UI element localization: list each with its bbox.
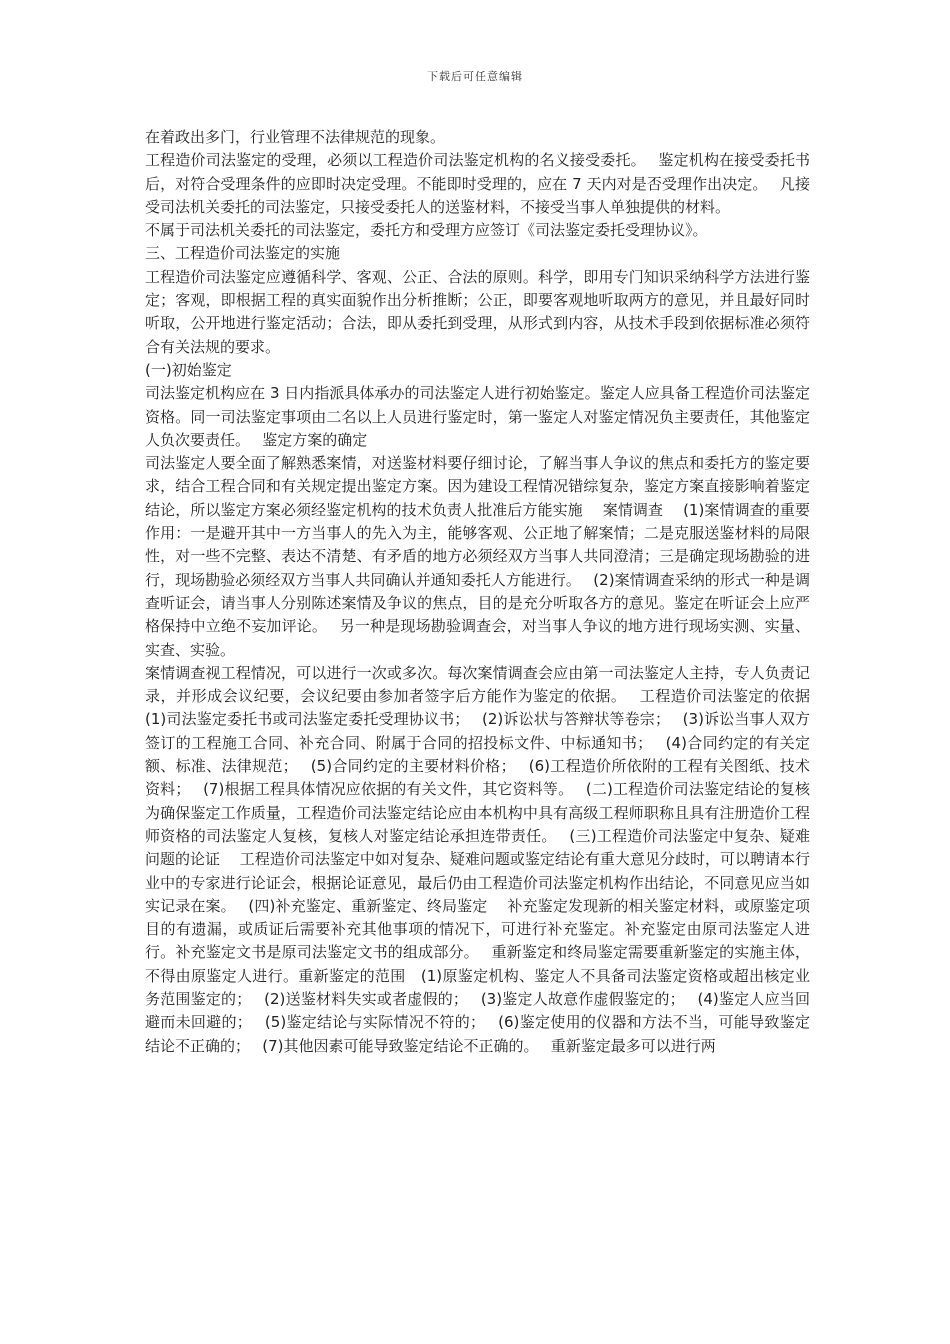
- section-heading: 三、工程造价司法鉴定的实施: [145, 244, 341, 263]
- paragraph-8: 司法鉴定人要全面了解熟悉案情，对送鉴材料要仔细讨论，了解当事人争议的焦点和委托方的鉴定要求，结合工程合同和有关规定提出鉴定方案。因为建设工程情况错综复杂，鉴定方案直接影响着鉴定结论，所以鉴定方案必须经鉴定机构的技术负责人批准后方能实施 案情调查 (1)案情调查的重要作用：一是避开其中一方当事人的先入为主，能够客观、公正地了解案情；二是克服送鉴材料的局限性，对一些不完整、表达不清楚、有矛盾的地方必须经双方当事人共同澄清；三是确定现场勘验的进行，现场勘验必须经双方当事人共同确认并通知委托人方能进行。 (2)案情调查采纳的形式一种是调查听证会，请当事人分别陈述案情及争议的焦点，目的是充分听取各方的意见。鉴定在听证会上应严格保持中立绝不妄加评论。 另一种是现场勘验调查会，对当事人争议的地方进行现场实测、实量、实查、实验。: [145, 454, 810, 659]
- page-header: 下载后可任意编辑: [427, 70, 523, 83]
- paragraph-1: 在着政出多门，行业管理不法律规范的现象。: [145, 128, 446, 146]
- document-body: [145, 126, 830, 1058]
- paragraph-3: 不属于司法机关委托的司法鉴定，委托方和受理方应签订《司法鉴定委托受理协议》。: [145, 221, 708, 240]
- paragraph-7: 司法鉴定机构应在 3 日内指派具体承办的司法鉴定人进行初始鉴定。鉴定人应具备工程造价司法鉴定资格。同一司法鉴定事项由二名以上人员进行鉴定时，第一鉴定人对鉴定情况负主要责任，其他鉴定人负次要责任。 鉴定方案的确定: [145, 384, 810, 449]
- subsection-heading: (一)初始鉴定: [145, 360, 232, 379]
- paragraph-5: 工程造价司法鉴定应遵循科学、客观、公正、合法的原则。科学，即用专门知识采纳科学方法进行鉴定；客观，即根据工程的真实面貌作出分析推断；公正，即要客观地听取两方的意见，并且最好同时听取，公开地进行鉴定活动；合法，即从委托到受理，从形式到内容，从技术手段到依据标准必须符合有关法规的要求。: [145, 267, 810, 356]
- paragraph-2: 工程造价司法鉴定的受理，必须以工程造价司法鉴定机构的名义接受委托。 鉴定机构在接受委托书后，对符合受理条件的应即时决定受理。不能即时受理的，应在 7 天内对是否受理作出决定。 凡接受司法机关委托的司法鉴定，只接受委托人的送鉴材料，不接受当事人单独提供的材料。: [145, 151, 810, 216]
- paragraph-9: 案情调查视工程情况，可以进行一次或多次。每次案情调查会应由第一司法鉴定人主持，专人负责记录，并形成会议纪要，会议纪要由参加者签字后方能作为鉴定的依据。 工程造价司法鉴定的依据 (1)司法鉴定委托书或司法鉴定委托受理协议书； (2)诉讼状与答辩状等卷宗； (3)诉讼当事人双方签订的工程施工合同、补充合同、附属于合同的招投标文件、中标通知书； (4)合同约定的有关定额、标准、法律规范； (5)合同约定的主要材料价格； (6)工程造价所依附的工程有关图纸、技术资料； (7)根据工程具体情况应依据的有关文件，其它资料等。 (二)工程造价司法鉴定结论的复核 为确保鉴定工作质量，工程造价司法鉴定结论应由本机构中具有高级工程师职称且具有注册造价工程师资格的司法鉴定人复核，复核人对鉴定结论承担连带责任。 (三)工程造价司法鉴定中复杂、疑难问题的论证 工程造价司法鉴定中如对复杂、疑难问题或鉴定结论有重大意见分歧时，可以聘请本行业中的专家进行论证会，根据论证意见，最后仍由工程造价司法鉴定机构作出结论，不同意见应当如实记录在案。 (四)补充鉴定、重新鉴定、终局鉴定 补充鉴定发现新的相关鉴定材料，或原鉴定项目的有遗漏，或质证后需要补充其他事项的情况下，可进行补充鉴定。补充鉴定由原司法鉴定人进行。补充鉴定文书是原司法鉴定文书的组成部分。 重新鉴定和终局鉴定需要重新鉴定的实施主体，不得由原鉴定人进行。重新鉴定的范围 (1)原鉴定机构、鉴定人不具备司法鉴定资格或超出核定业务范围鉴定的； (2)送鉴材料失实或者虚假的； (3)鉴定人故意作虚假鉴定的； (4)鉴定人应当回避而未回避的； (5)鉴定结论与实际情况不符的； (6)鉴定使用的仪器和方法不当，可能导致鉴定结论不正确的； (7)其他因素可能导致鉴定结论不正确的。 重新鉴定最多可以进行两: [145, 663, 830, 1055]
